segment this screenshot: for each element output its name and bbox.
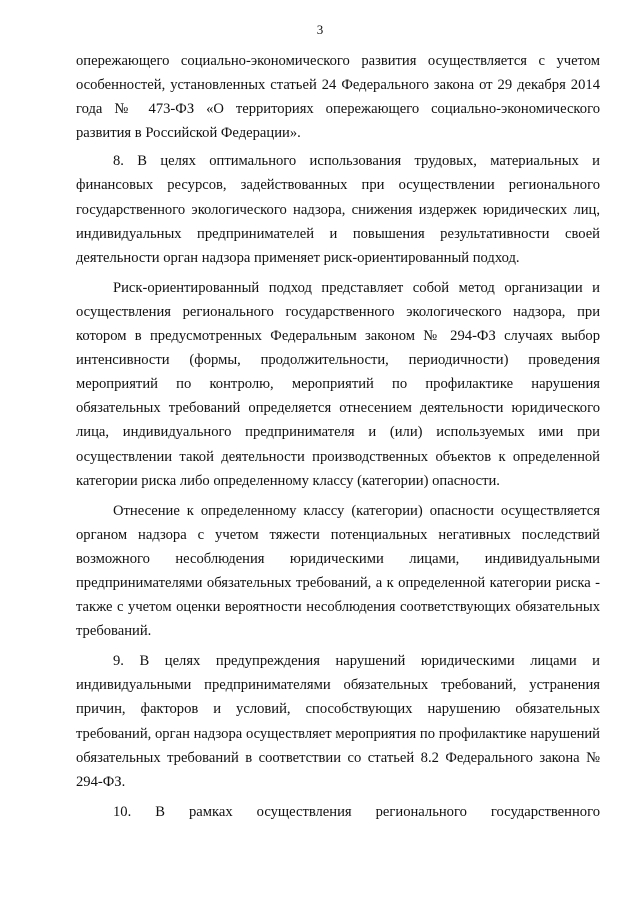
page-number: 3 <box>316 22 324 37</box>
paragraph-8: 8. В целях оптимального использования трудовых, материальных и финансовых ресурсов, задействованных при осуществлении регионального государственного экологического надзора, снижения издержек юридических лиц, индивидуальных предпринимателей и повышения результативности своей деятельности орган надзора применяет риск-ориентированный подход. <box>76 153 600 266</box>
paragraph-10: 10. В рамках осуществления регионального государственного <box>113 803 600 820</box>
paragraph-continuation: опережающего социально-экономического развития осуществляется с учетом особенностей, установленных статьей 24 Федерального закона от 29 декабря 2014 года № 473-ФЗ «О территориях опережающего социально-экономического развития в Российской Федерации». <box>76 53 600 142</box>
paragraph-hazard-class: Отнесение к определенному классу (категории) опасности осуществляется органом надзора с учетом тяжести потенциальных негативных последствий возможного несоблюдения юридическими лицами, индивидуальными предпринимателями обязательных требований, а к определенной категории риска - также с учетом оценки вероятности несоблюдения соответствующих обязательных требований. <box>76 502 600 640</box>
document-body <box>76 49 600 824</box>
paragraph-risk-approach: Риск-ориентированный подход представляет собой метод организации и осуществления регионального государственного экологического надзора, при котором в предусмотренных Федеральным законом № 294-ФЗ случаях выбор интенсивности (формы, продолжительности, периодичности) проведения мероприятий по контролю, мероприятий по профилактике нарушения обязательных требований определяется отнесением деятельности юридического лица, индивидуального предпринимателя и (или) используемых ими при осуществлении такой деятельности производственных объектов к определенной категории риска либо определенному классу (категории) опасности. <box>76 279 600 489</box>
paragraph-9: 9. В целях предупреждения нарушений юридическими лицами и индивидуальными предпринимателями обязательных требований, устранения причин, факторов и условий, способствующих нарушению обязательных требований, орган надзора осуществляет мероприятия по профилактике нарушений обязательных требований в соответствии со статьей 8.2 Федерального закона № 294-ФЗ. <box>76 653 600 790</box>
